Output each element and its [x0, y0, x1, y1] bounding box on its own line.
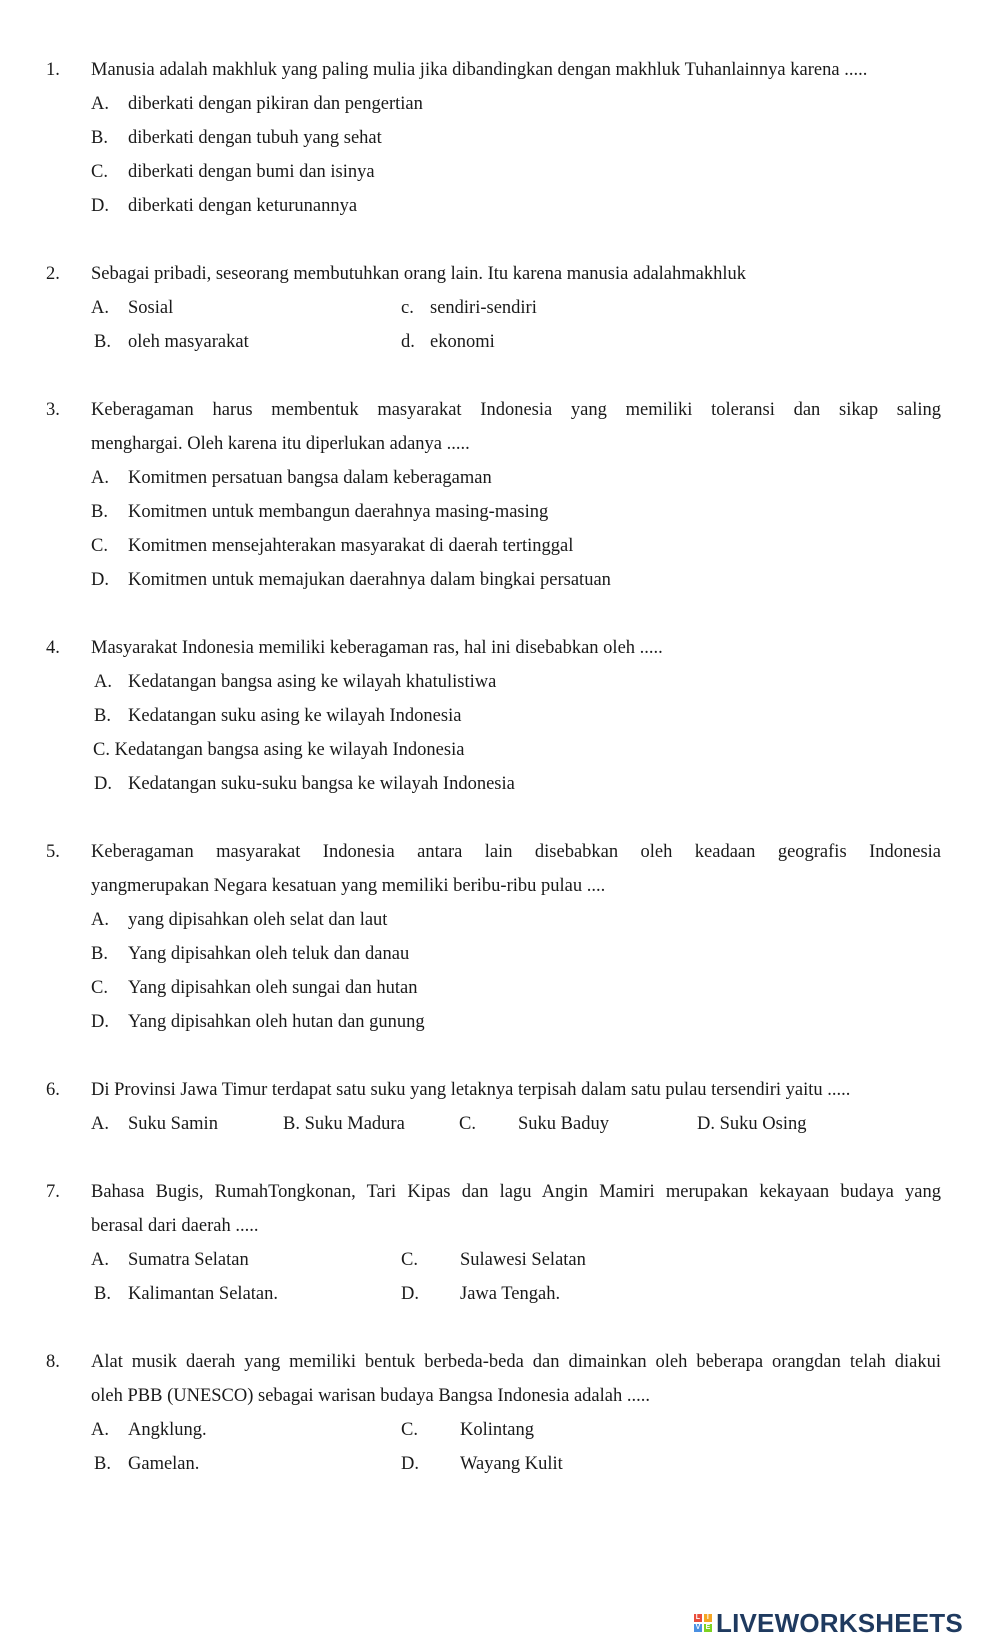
option-letter[interactable]: A.: [91, 910, 109, 930]
question-text: Keberagaman masyarakat Indonesia antara lain disebabkan oleh keadaan geografis Indonesia: [91, 842, 941, 862]
option-text[interactable]: Suku Baduy: [518, 1114, 609, 1134]
option-letter[interactable]: A.: [91, 1114, 109, 1134]
option-letter[interactable]: A.: [91, 298, 109, 318]
option-letter[interactable]: c.: [401, 298, 414, 318]
question-text: Manusia adalah makhluk yang paling mulia jika dibandingkan dengan makhluk Tuhanlainnya karena .....: [91, 60, 868, 80]
option-text[interactable]: Kedatangan suku asing ke wilayah Indonesia: [128, 706, 462, 726]
logo-grid-cell: L: [695, 1614, 701, 1621]
option-letter[interactable]: D.: [91, 570, 109, 590]
option-letter[interactable]: B.: [94, 1454, 111, 1474]
option-text[interactable]: Sulawesi Selatan: [460, 1250, 586, 1270]
option-letter[interactable]: D.: [91, 196, 109, 216]
logo-grid-cell: V: [695, 1624, 701, 1631]
option-text[interactable]: diberkati dengan pikiran dan pengertian: [128, 94, 423, 114]
option-text[interactable]: Yang dipisahkan oleh sungai dan hutan: [128, 978, 418, 998]
option-text[interactable]: Yang dipisahkan oleh hutan dan gunung: [128, 1012, 425, 1032]
question-number: 5.: [46, 842, 60, 862]
option-text[interactable]: Kedatangan suku-suku bangsa ke wilayah Indonesia: [128, 774, 515, 794]
question-number: 2.: [46, 264, 60, 284]
option-text[interactable]: sendiri-sendiri: [430, 298, 537, 318]
question-number: 7.: [46, 1182, 60, 1202]
option-text[interactable]: ekonomi: [430, 332, 495, 352]
question-text: Bahasa Bugis, RumahTongkonan, Tari Kipas dan lagu Angin Mamiri merupakan kekayaan budaya yang: [91, 1182, 941, 1202]
logo-text: LIVEWORKSHEETS: [716, 1607, 963, 1638]
question-text: Sebagai pribadi, seseorang membutuhkan orang lain. Itu karena manusia adalahmakhluk: [91, 264, 746, 284]
option-text[interactable]: Jawa Tengah.: [460, 1284, 561, 1304]
option-text[interactable]: Angklung.: [128, 1420, 207, 1440]
option-letter[interactable]: B.: [94, 332, 111, 352]
option-text[interactable]: Gamelan.: [128, 1454, 200, 1474]
question-text: Keberagaman harus membentuk masyarakat Indonesia yang memiliki toleransi dan sikap saling: [91, 400, 941, 420]
question-text: Di Provinsi Jawa Timur terdapat satu suku yang letaknya terpisah dalam satu pulau tersendiri yaitu .....: [91, 1080, 851, 1100]
logo-grid-icon: [694, 1614, 712, 1632]
question-text: Alat musik daerah yang memiliki bentuk berbeda-beda dan dimainkan oleh beberapa orangdan telah diakui: [91, 1352, 941, 1372]
option-letter[interactable]: B.: [94, 706, 111, 726]
option-text[interactable]: Komitmen mensejahterakan masyarakat di daerah tertinggal: [128, 536, 574, 556]
option-letter[interactable]: C.: [91, 536, 108, 556]
option-text[interactable]: Sosial: [128, 298, 174, 318]
option-text[interactable]: Suku Samin: [128, 1114, 218, 1134]
option-letter[interactable]: C.: [401, 1420, 418, 1440]
option-letter[interactable]: C.: [91, 162, 108, 182]
option-letter[interactable]: A.: [91, 1420, 109, 1440]
option-letter[interactable]: B.: [91, 502, 108, 522]
option-letter[interactable]: B.: [91, 944, 108, 964]
question-number: 6.: [46, 1080, 60, 1100]
option-letter[interactable]: D.: [91, 1012, 109, 1032]
option-text[interactable]: Komitmen persatuan bangsa dalam keberagaman: [128, 468, 492, 488]
option-text[interactable]: Yang dipisahkan oleh teluk dan danau: [128, 944, 410, 964]
option-letter[interactable]: D.: [401, 1454, 419, 1474]
option-letter[interactable]: C.: [459, 1114, 476, 1134]
option-letter[interactable]: D.: [401, 1284, 419, 1304]
option-letter[interactable]: d.: [401, 332, 415, 352]
question-number: 3.: [46, 400, 60, 420]
question-text: yangmerupakan Negara kesatuan yang memiliki beribu-ribu pulau ....: [91, 876, 606, 896]
option-text[interactable]: Komitmen untuk memajukan daerahnya dalam bingkai persatuan: [128, 570, 611, 590]
question-number: 8.: [46, 1352, 60, 1372]
question-number: 1.: [46, 60, 60, 80]
option-text[interactable]: Wayang Kulit: [460, 1454, 563, 1474]
option-letter[interactable]: A.: [94, 672, 112, 692]
question-text: menghargai. Oleh karena itu diperlukan adanya .....: [91, 434, 470, 454]
option-text[interactable]: Sumatra Selatan: [128, 1250, 249, 1270]
option-text[interactable]: Kolintang: [460, 1420, 534, 1440]
option-text[interactable]: oleh masyarakat: [128, 332, 249, 352]
option-letter[interactable]: A.: [91, 94, 109, 114]
option-text[interactable]: Komitmen untuk membangun daerahnya masing-masing: [128, 502, 549, 522]
option-text[interactable]: diberkati dengan tubuh yang sehat: [128, 128, 382, 148]
option-text[interactable]: B. Suku Madura: [283, 1114, 405, 1134]
liveworksheets-logo: [694, 1608, 963, 1638]
option-letter[interactable]: A.: [91, 468, 109, 488]
option-text[interactable]: diberkati dengan keturunannya: [128, 196, 358, 216]
option-text[interactable]: diberkati dengan bumi dan isinya: [128, 162, 375, 182]
question-number: 4.: [46, 638, 60, 658]
option-text[interactable]: C. Kedatangan bangsa asing ke wilayah Indonesia: [93, 740, 465, 760]
option-text[interactable]: D. Suku Osing: [697, 1114, 807, 1134]
option-letter[interactable]: D.: [94, 774, 112, 794]
option-letter[interactable]: C.: [91, 978, 108, 998]
question-text: oleh PBB (UNESCO) sebagai warisan budaya Bangsa Indonesia adalah .....: [91, 1386, 650, 1406]
option-letter[interactable]: A.: [91, 1250, 109, 1270]
option-text[interactable]: Kalimantan Selatan.: [128, 1284, 279, 1304]
logo-grid-cell: E: [705, 1624, 711, 1631]
option-letter[interactable]: B.: [94, 1284, 111, 1304]
logo-grid-cell: I: [704, 1614, 712, 1622]
option-text[interactable]: yang dipisahkan oleh selat dan laut: [128, 910, 388, 930]
option-letter[interactable]: C.: [401, 1250, 418, 1270]
question-text: berasal dari daerah .....: [91, 1216, 259, 1236]
question-text: Masyarakat Indonesia memiliki keberagaman ras, hal ini disebabkan oleh .....: [91, 638, 663, 658]
option-text[interactable]: Kedatangan bangsa asing ke wilayah khatulistiwa: [128, 672, 497, 692]
option-letter[interactable]: B.: [91, 128, 108, 148]
